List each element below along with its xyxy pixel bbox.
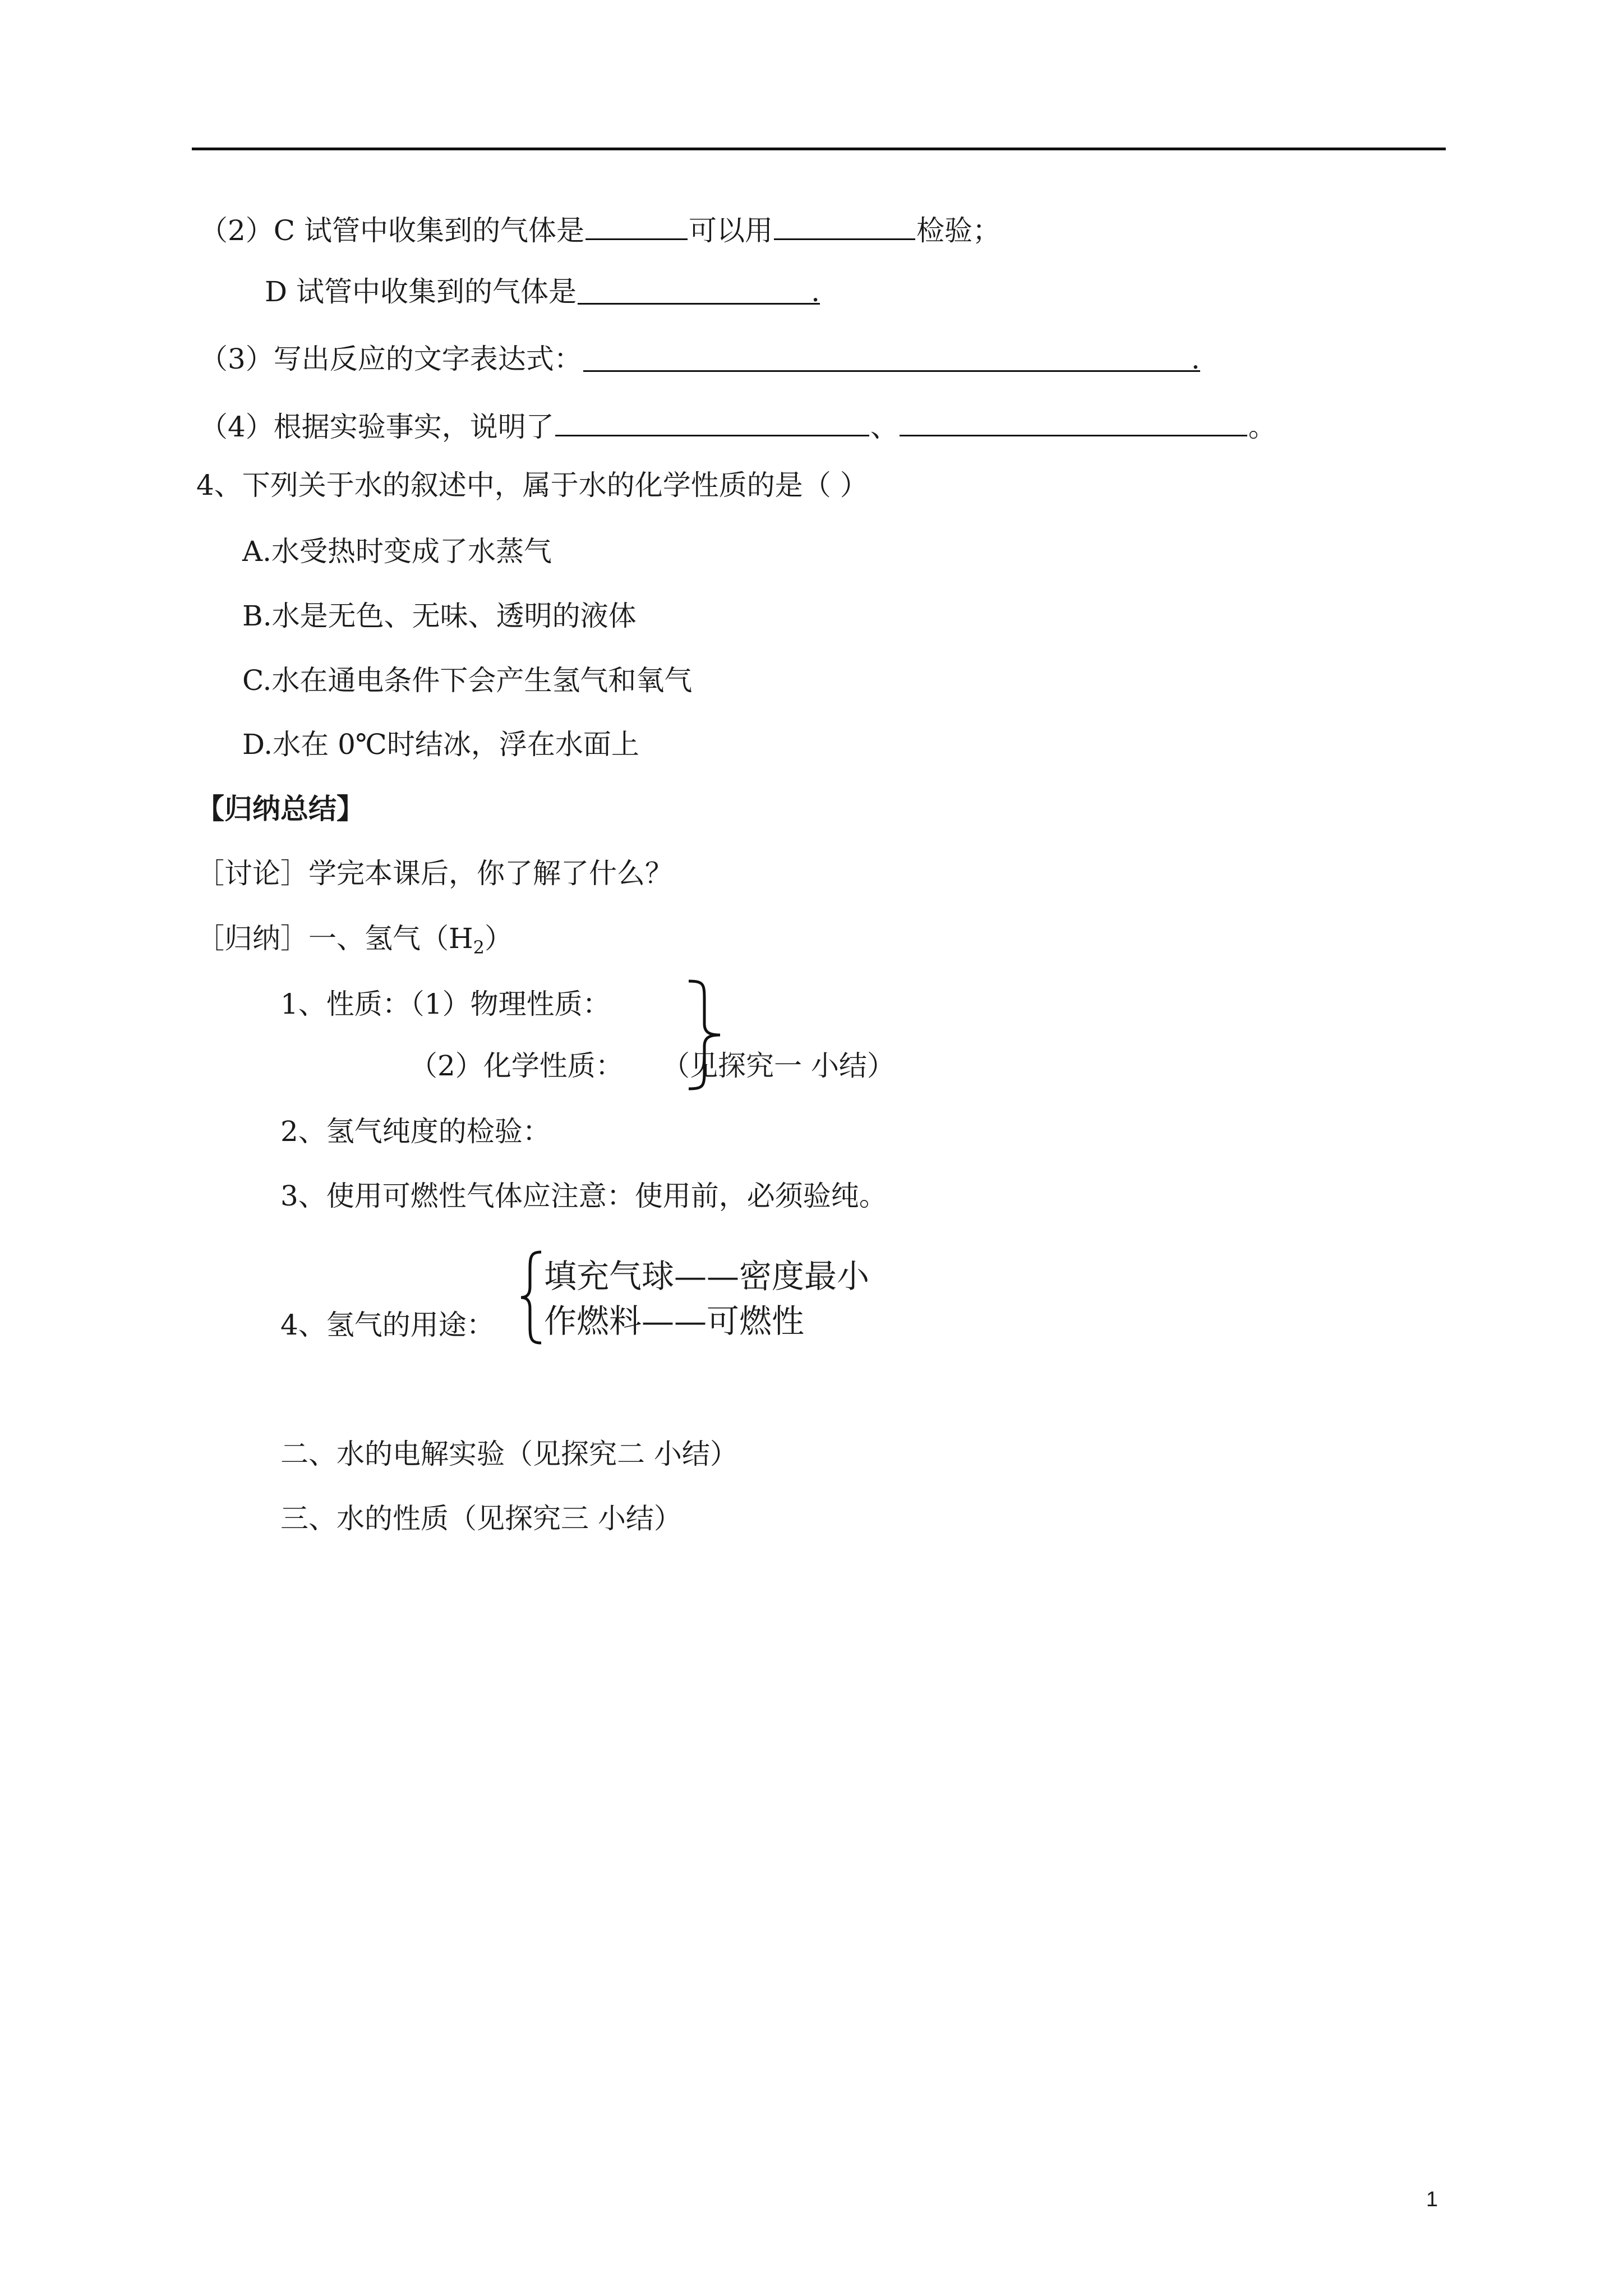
q3-part4-prefix: （4）根据实验事实，说明了 xyxy=(200,411,554,443)
q4-stem: 4、下列关于水的叙述中，属于水的化学性质的是（ ） xyxy=(196,469,868,501)
discussion-line: ［讨论］学完本课后，你了解了什么？ xyxy=(196,857,673,890)
q3-part4-line xyxy=(200,407,1276,444)
answer-blank[interactable] xyxy=(774,210,915,240)
section-three: 三、水的性质（见探究三 小结） xyxy=(280,1502,682,1535)
property-physical: 1、性质：（1）物理性质： xyxy=(280,988,611,1020)
induction-line xyxy=(196,922,513,964)
induction-prefix: ［归纳］一、氢气（H xyxy=(196,922,473,955)
caution-line: 3、使用可燃性气体应注意：使用前，必须验纯。 xyxy=(280,1180,887,1212)
q3-part2-c-line xyxy=(200,210,1000,247)
q3-part2-d-line xyxy=(265,275,821,309)
q3-part3-line xyxy=(200,342,1201,376)
q3-part2-c-suffix: 检验； xyxy=(916,214,1000,247)
q3-part2-d-prefix: D 试管中收集到的气体是 xyxy=(265,275,577,308)
induction-suffix: ） xyxy=(484,922,513,955)
summary-heading: 【归纳总结】 xyxy=(196,792,365,825)
left-brace-icon xyxy=(519,1250,547,1345)
use-item-balloon: 填充气球——密度最小 xyxy=(544,1257,870,1295)
blank-end-dot: . xyxy=(811,275,820,308)
q4-option-d[interactable]: D.水在 0℃时结冰，浮在水面上 xyxy=(242,728,639,761)
header-rule xyxy=(192,148,1446,150)
use-item-fuel: 作燃料——可燃性 xyxy=(544,1302,805,1340)
answer-blank[interactable] xyxy=(555,407,869,436)
q4-option-b[interactable]: B.水是无色、无味、透明的液体 xyxy=(242,600,637,632)
q3-part4-end: 。 xyxy=(1248,411,1276,443)
q3-part4-sep: 、 xyxy=(870,411,898,443)
q3-part2-c-prefix: （2）C 试管中收集到的气体是 xyxy=(200,214,584,247)
uses-label: 4、氢气的用途： xyxy=(280,1309,495,1341)
page-number: 1 xyxy=(1426,2188,1438,2211)
property-note: （见探究一 小结） xyxy=(662,1050,895,1082)
q4-option-a[interactable]: A.水受热时变成了水蒸气 xyxy=(242,535,552,568)
q3-part3-prefix: （3）写出反应的文字表达式： xyxy=(200,343,582,375)
q4-option-c[interactable]: C.水在通电条件下会产生氢气和氧气 xyxy=(242,664,693,697)
property-chemical: （2）化学性质： xyxy=(409,1050,624,1082)
q3-part2-c-mid: 可以用 xyxy=(688,214,773,247)
right-brace-icon xyxy=(683,979,728,1091)
h2-subscript: 2 xyxy=(473,937,485,958)
answer-blank[interactable] xyxy=(578,275,820,308)
answer-blank[interactable] xyxy=(585,210,688,240)
answer-blank[interactable] xyxy=(583,342,1200,375)
answer-blank[interactable] xyxy=(900,407,1247,436)
blank-end-dot: . xyxy=(1191,343,1200,375)
section-two: 二、水的电解实验（见探究二 小结） xyxy=(280,1438,738,1470)
purity-check-line: 2、氢气纯度的检验： xyxy=(280,1115,551,1148)
